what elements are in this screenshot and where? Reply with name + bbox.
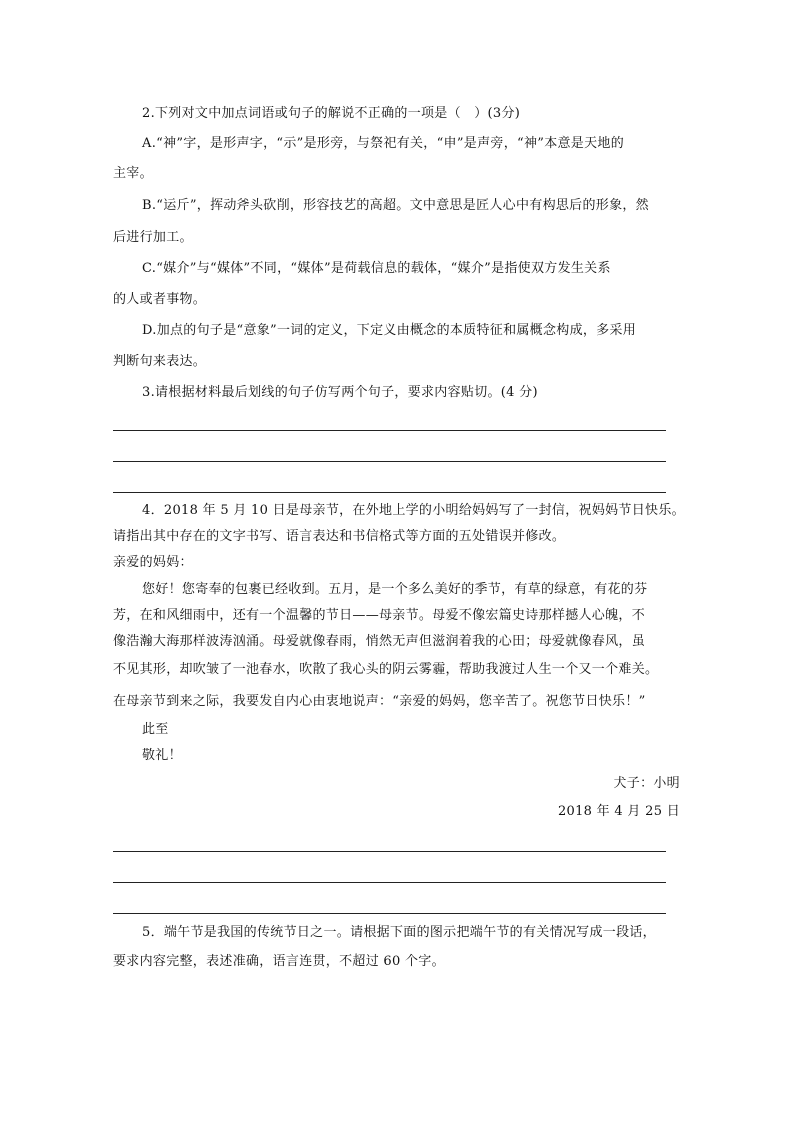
letter-body-line: 在母亲节到来之际，我要发自内心由衷地说声：“亲爱的妈妈，您辛苦了。祝您节日快乐！” [113, 694, 646, 709]
answer-line [113, 430, 666, 431]
letter-closing: 此至 [142, 722, 169, 737]
q5-stem-cont: 要求内容完整，表述准确，语言连贯，不超过 60 个字。 [113, 954, 445, 969]
answer-line [113, 492, 666, 493]
q4-stem: 4．2018 年 5 月 10 日是母亲节，在外地上学的小明给妈妈写了一封信，祝妈妈节日快乐。 [142, 503, 685, 518]
answer-line [113, 913, 666, 914]
q2-option-a-cont: 主宰。 [113, 166, 153, 181]
q2-option-a: A.“神”字，是形声字，“示”是形旁，与祭祀有关，“申”是声旁，“神”本意是天地的 [142, 136, 624, 151]
q2-stem: 2.下列对文中加点词语或句子的解说不正确的一项是（ ）(3分) [142, 106, 521, 121]
q4-stem-cont: 请指出其中存在的文字书写、语言表达和书信格式等方面的五处错误并修改。 [113, 529, 566, 544]
q2-option-c-cont: 的人或者事物。 [113, 292, 207, 307]
q2-option-b-cont: 后进行加工。 [113, 230, 193, 245]
q5-stem: 5．端午节是我国的传统节日之一。请根据下面的图示把端午节的有关情况写成一段话， [142, 925, 656, 940]
letter-closing-salute: 敬礼！ [142, 748, 182, 763]
answer-line [113, 461, 666, 462]
q2-option-c: C.“媒介”与“媒体”不同，“媒体”是荷载信息的载体，“媒介”是指使双方发生关系 [142, 261, 611, 276]
q2-option-d: D.加点的句子是“意象”一词的定义，下定义由概念的本质特征和属概念构成，多采用 [142, 323, 637, 338]
q2-option-d-cont: 判断句来表达。 [113, 354, 207, 369]
letter-body-line: 不见其形，却吹皱了一池春水，吹散了我心头的阴云雾霾，帮助我渡过人生一个又一个难关。 [113, 662, 659, 677]
letter-date: 2018 年 4 月 25 日 [557, 804, 680, 819]
letter-body-line: 像浩瀚大海那样波涛汹涌。母爱就像春雨，悄然无声但滋润着我的心田；母爱就像春风，虽 [113, 634, 646, 649]
q2-option-b: B.“运斤”，挥动斧头砍削，形容技艺的高超。文中意思是匠人心中有构思后的形象，然 [142, 198, 649, 213]
q3-stem: 3.请根据材料最后划线的句子仿写两个句子，要求内容贴切。(4 分) [142, 385, 538, 400]
answer-line [113, 882, 666, 883]
answer-line [113, 851, 666, 852]
letter-salutation: 亲爱的妈妈： [113, 555, 193, 570]
letter-body-line: 芳，在和风细雨中，还有一个温馨的节日——母亲节。母爱不像宏篇史诗那样撼人心魄，不 [113, 608, 646, 623]
letter-signature: 犬子：小明 [613, 776, 680, 791]
letter-body-line: 您好！您寄奉的包裹已经收到。五月，是一个多么美好的季节，有草的绿意，有花的芬 [142, 582, 648, 597]
